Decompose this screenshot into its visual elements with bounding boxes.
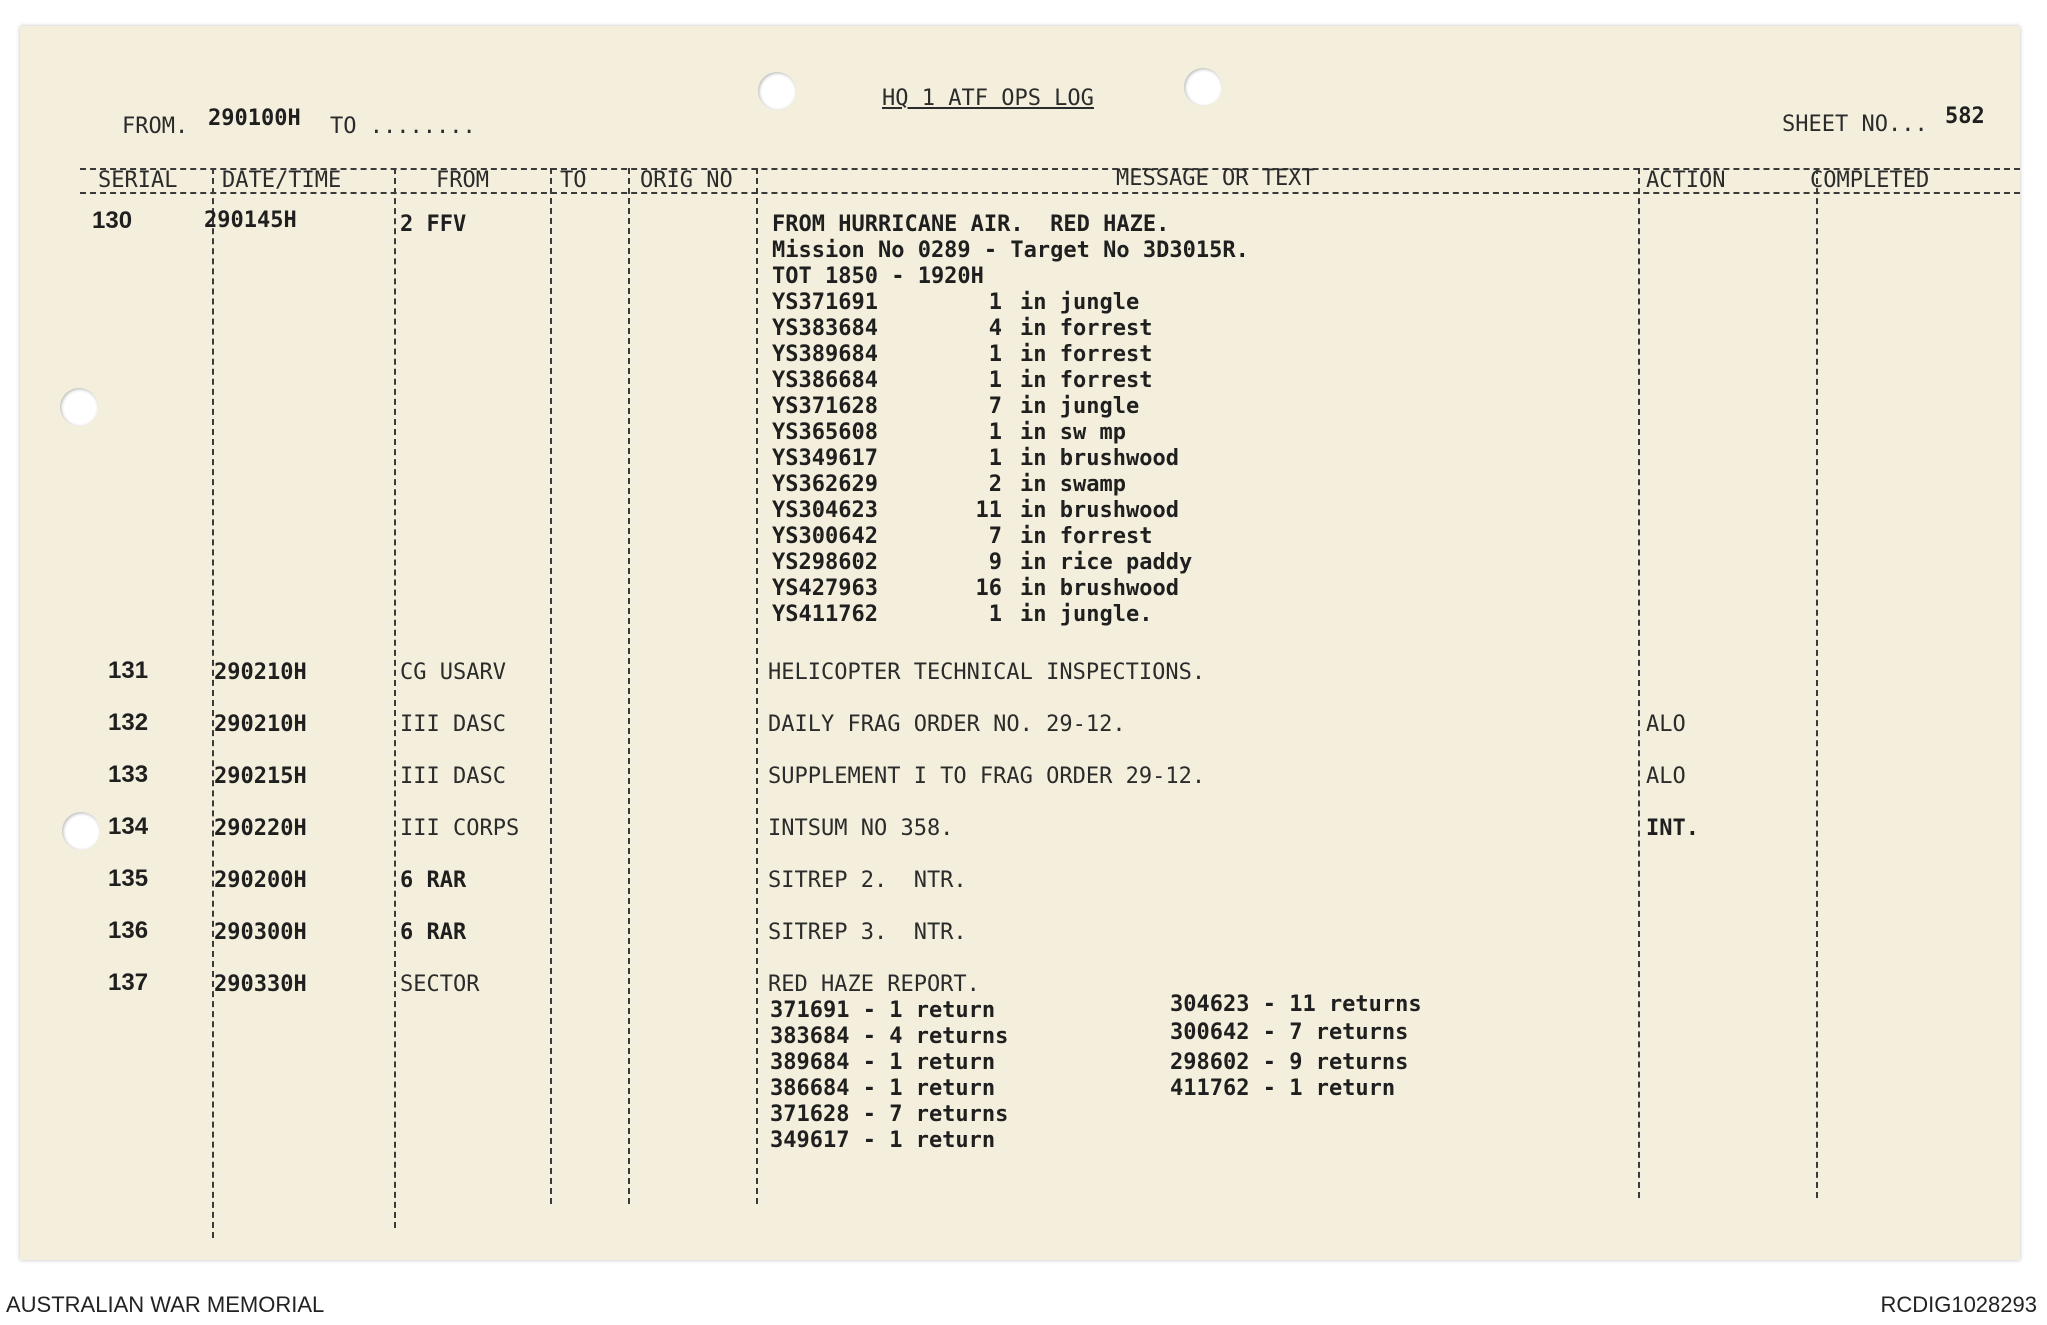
col-completed: COMPLETED <box>1810 168 1930 193</box>
datetime: 290200H <box>214 868 307 893</box>
from-130: 2 FFV <box>400 212 467 237</box>
message-line: INTSUM NO 358. <box>768 816 954 841</box>
sheet-value: 582 <box>1945 104 1985 129</box>
serial: 135 <box>108 865 149 892</box>
col-orig-no: ORIG NO <box>640 168 733 193</box>
list-item: 371691 - 1 return <box>770 998 996 1023</box>
header-rule-top <box>80 168 2020 170</box>
serial: 132 <box>108 709 149 736</box>
punch-hole <box>1184 68 1222 106</box>
col-action: ACTION <box>1646 168 1726 193</box>
from: 6 RAR <box>400 920 467 945</box>
list-item: 304623 - 11 returns <box>1170 992 1422 1017</box>
col-from: FROM <box>436 168 489 193</box>
column-rule <box>1816 168 1818 1198</box>
to-label: TO ........ <box>330 114 476 139</box>
col-serial: SERIAL <box>98 168 178 193</box>
message-line: FROM HURRICANE AIR. RED HAZE. <box>772 212 1170 237</box>
column-rule <box>756 168 758 1204</box>
message-line: SUPPLEMENT I TO FRAG ORDER 29-12. <box>768 764 1206 789</box>
from: III DASC <box>400 764 506 789</box>
list-item: 383684 - 4 returns <box>770 1024 1009 1049</box>
serial: 134 <box>108 813 149 840</box>
from: III CORPS <box>400 816 520 841</box>
col-message: MESSAGE OR TEXT <box>1116 166 1315 191</box>
list-item: 389684 - 1 return <box>770 1050 996 1075</box>
list-item: 386684 - 1 return <box>770 1076 996 1101</box>
list-item: 349617 - 1 return <box>770 1128 996 1153</box>
punch-hole <box>60 388 98 426</box>
message-line: TOT 1850 - 1920H <box>772 264 984 289</box>
footer-id: RCDIG1028293 <box>1880 1292 2037 1317</box>
message-line: SITREP 2. NTR. <box>768 868 967 893</box>
header-rule-bottom <box>80 192 2020 194</box>
column-rule <box>212 168 214 1238</box>
from: III DASC <box>400 712 506 737</box>
datetime: 290210H <box>214 712 307 737</box>
action: ALO <box>1646 764 1686 789</box>
datetime: 290215H <box>214 764 307 789</box>
datetime-130: 290145H <box>204 208 297 233</box>
page-title: HQ 1 ATF OPS LOG <box>882 86 1094 111</box>
column-rule <box>1638 168 1640 1198</box>
punch-hole <box>758 72 796 110</box>
from-value: 290100H <box>208 106 301 131</box>
serial: 133 <box>108 761 149 788</box>
message-line: Mission No 0289 - Target No 3D3015R. <box>772 238 1249 263</box>
col-datetime: DATE/TIME <box>222 168 342 193</box>
punch-hole <box>62 812 100 850</box>
serial: 131 <box>108 657 149 684</box>
sheet-label: SHEET NO... <box>1782 112 1928 137</box>
column-rule <box>550 168 552 1204</box>
serial: 137 <box>108 969 149 996</box>
message-line: SITREP 3. NTR. <box>768 920 967 945</box>
serial-130: 130 <box>92 207 133 234</box>
from: CG USARV <box>400 660 506 685</box>
footer-source: AUSTRALIAN WAR MEMORIAL <box>6 1292 325 1317</box>
datetime: 290210H <box>214 660 307 685</box>
list-item: 300642 - 7 returns <box>1170 1020 1409 1045</box>
col-to: TO <box>560 168 587 193</box>
message-line: HELICOPTER TECHNICAL INSPECTIONS. <box>768 660 1206 685</box>
action: INT. <box>1646 816 1699 841</box>
action: ALO <box>1646 712 1686 737</box>
message-line: DAILY FRAG ORDER NO. 29-12. <box>768 712 1126 737</box>
column-rule <box>628 168 630 1204</box>
datetime: 290300H <box>214 920 307 945</box>
log-sheet: FROM. 290100H TO ........ HQ 1 ATF OPS LOG SHEET NO... 582 SERIAL DATE/TIME FROM TO ORIG NO MESSAGE OR TEXT ACTION COMPLETED 130 290145H 2 FFV FROM HURRICANE AIR. RED HAZE. Mission No 0289 - Target No 3D3015R. TOT 1850 - 1920H YS371691 1 in jungle YS383684 4 in forrest YS389684 1 in forrest YS386684 1 in forrest YS371628 7 in jungle YS365608 1 in sw mp YS349617 1 in brushwood YS362629 2 in swamp YS304623 11 in brushwood YS300642 7 in forrest YS298602 9 in rice paddy YS427963 16 in brushwood YS411762 1 in jungle. 131 290210H CG USARV HELICOPTER TECHNICAL INSPECTIONS. 132 290210H III DASC DAILY FRAG ORDER NO. 29-12. ALO 133 290215H III DASC SUPPLEMENT I TO FRAG ORDER 29-12. ALO 134 290220H III CORPS INTSUM NO 358. INT. 135 290200H 6 RAR SITREP 2. NTR. 136 290300H 6 RAR SITREP 3. NTR. 137 290330H SECTOR RED HAZE REPORT. 371691 - 1 return 383684 - 4 returns 389684 - 1 return 386684 - 1 return 371628 - 7 returns 349617 - 1 return 304623 - 11 returns 300642 - 7 returns 298602 - 9 returns 411762 - 1 return <box>20 26 2020 1260</box>
list-item: 298602 - 9 returns <box>1170 1050 1409 1075</box>
from: 6 RAR <box>400 868 467 893</box>
list-item: 371628 - 7 returns <box>770 1102 1009 1127</box>
message-line: RED HAZE REPORT. <box>768 972 980 997</box>
from: SECTOR <box>400 972 480 997</box>
from-label: FROM. <box>122 114 189 139</box>
list-item: 411762 - 1 return <box>1170 1076 1396 1101</box>
column-rule <box>394 168 396 1228</box>
datetime: 290330H <box>214 972 307 997</box>
serial: 136 <box>108 917 149 944</box>
datetime: 290220H <box>214 816 307 841</box>
